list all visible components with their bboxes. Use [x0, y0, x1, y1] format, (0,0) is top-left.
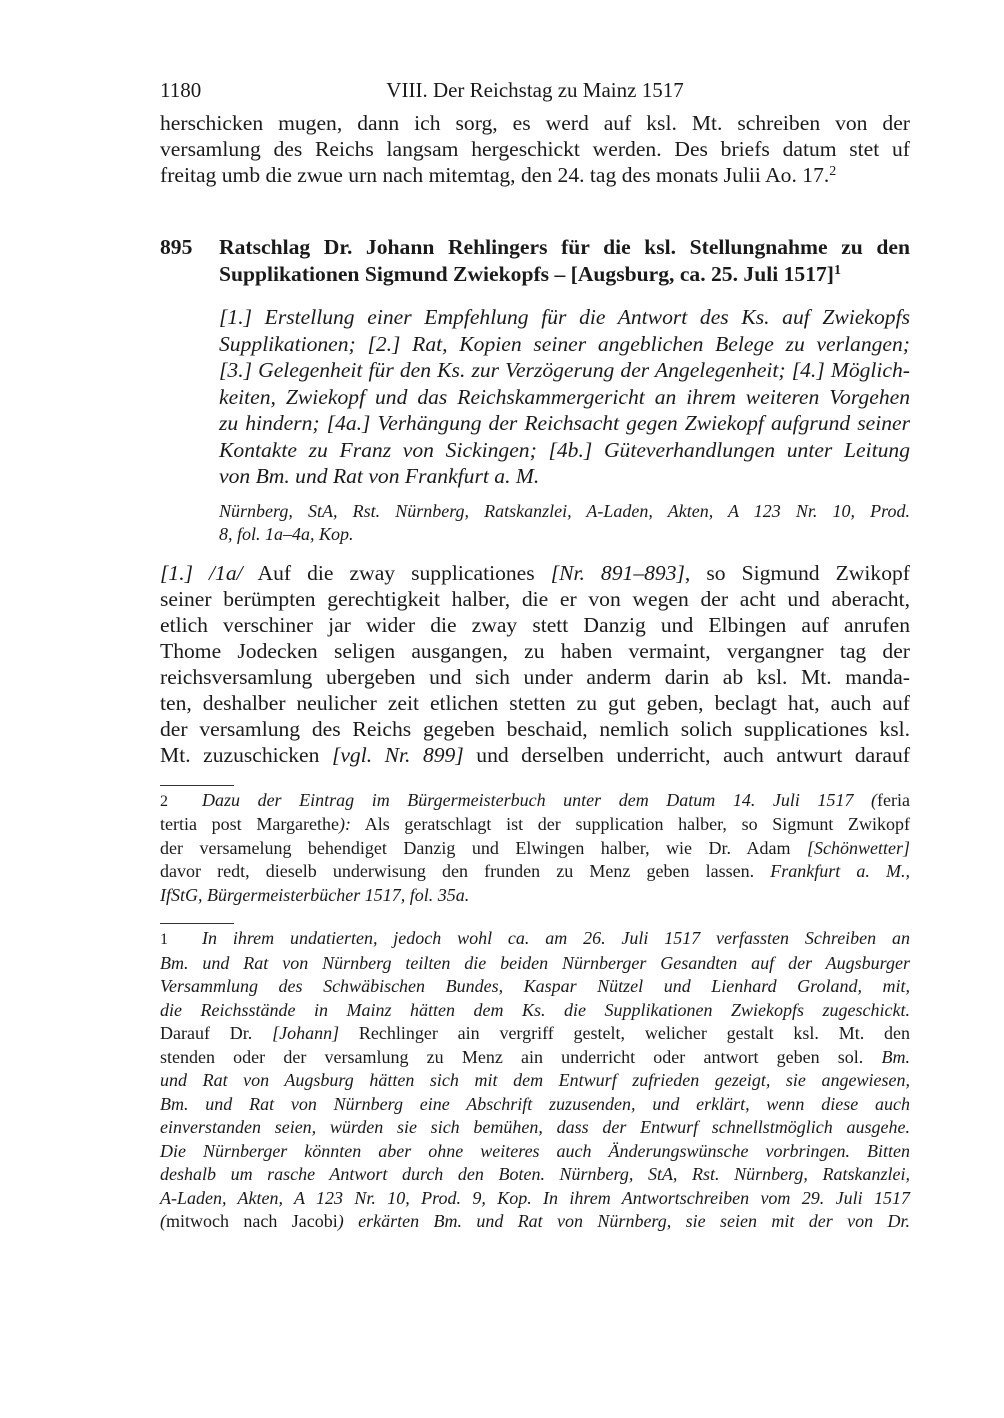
text-line: der versamlung des Reichs gegeben beschaid, nemlich solich supplicationes ksl. [160, 716, 910, 741]
title-line: Supplikationen Sigmund Zwiekopfs – [Augsburg, ca. 25. Juli 1517]$^1$ [219, 262, 841, 286]
document-number: 895 [160, 235, 193, 259]
text-line: versamlung des Reichs langsam hergeschickt werden. Des briefs datum stet uf [160, 137, 910, 161]
footnote-line: Die Nürnberger könnten aber ohne weiteres auch Änderungswünsche vorbringen. Bitten [160, 1140, 910, 1161]
source-line: 8, fol. 1a–4a, Kop. [219, 523, 354, 544]
footnote-1 [160, 923, 910, 1234]
footnote-line: 1 In ihrem undatierten, jedoch wohl ca. am 26. Juli 1517 verfassten Schreiben an [160, 927, 910, 952]
footnote-rule [160, 785, 234, 786]
intro-paragraph [160, 110, 910, 188]
footnote-line: A-Laden, Akten, A 123 Nr. 10, Prod. 9, Kop. In ihrem Antwortschreiben vom 29. Juli 1517 [160, 1187, 910, 1208]
regest-line: [1.] Erstellung einer Empfehlung für die Antwort des Ks. auf Zwiekopfs [219, 305, 910, 329]
archival-source [219, 500, 910, 546]
footnote-mark: 2 [160, 792, 168, 810]
regest-line: von Bm. und Rat von Frankfurt a. M. [219, 464, 540, 488]
regest-line: keiten, Zwiekopf und das Reichskammergericht an ihrem weiteren Vorgehen [219, 384, 910, 409]
text-line: ten, deshalber neulicher zeit etlichen stetten zu gut geben, beclagt hat, auch auf [160, 690, 910, 715]
regest-line: Kontakte zu Franz von Sickingen; [4b.] Güteverhandlungen unter Leitung [219, 437, 910, 462]
page-header [160, 78, 910, 108]
footnote-line: stenden oder der versamlung zu Menz ain underricht oder antwort geben sol. Bm. [160, 1046, 910, 1067]
footnote-line: deshalb um rasche Antwort durch den Boten. Nürnberg, StA, Rst. Nürnberg, Ratskanzlei, [160, 1164, 910, 1184]
footnote-line: die Reichsstände in Mainz hätten dem Ks. die Supplikationen Zwiekopfs zugeschickt. [160, 999, 910, 1020]
text-line: [1.] /1a/ Auf die zway supplicationes [Nr. 891–893], so Sigmund Zwikopf [160, 560, 910, 585]
document-page [160, 78, 910, 1234]
document-regest [219, 304, 910, 490]
text-line: herschicken mugen, dann ich sorg, es werd auf ksl. Mt. schreiben von der [160, 111, 910, 135]
footnote-line: davor redt, dieselb underwisung den frunden zu Menz geben lassen. Frankfurt a. M., [160, 861, 910, 881]
footnote-line: tertia post Margarethe): Als geratschlagt ist der supplication halber, so Sigmunt Zwikopf [160, 814, 911, 834]
regest-line: Supplikationen; [2.] Rat, Kopien seiner angeblichen Belege zu verlangen; [219, 331, 910, 356]
text-line: Thome Jodecken seligen ausgangen, zu haben vermaint, vergangner tag der [160, 638, 910, 663]
document-title [219, 234, 910, 288]
footnote-line: (mitwoch nach Jacobi) erkärten Bm. und Rat von Nürnberg, sie seien mit der von Dr. [160, 1211, 910, 1231]
footnote-ref[interactable]: 2 [829, 164, 837, 179]
footnote-line: Darauf Dr. [Johann] Rechlinger ain vergriff gestelt, welicher gestalt ksl. Mt. den [160, 1023, 911, 1043]
page-number: 1180 [160, 78, 202, 102]
text-line: seiner berümpten gerechtigkeit halber, die er von wegen der acht und aberacht, [160, 586, 910, 611]
title-line: Ratschlag Dr. Johann Rehlingers für die ksl. Stellungnahme zu den [219, 235, 910, 259]
footnote-line: der versamelung behendiget Danzig und Elwingen halber, wie Dr. Adam [Schönwetter] [160, 837, 910, 858]
text-line: etlich verschiner jar wider die zway stett Danzig und Elbingen auf anrufen [160, 612, 910, 637]
running-head: VIII. Der Reichstag zu Mainz 1517 [386, 78, 684, 102]
footnote-line: Versammlung des Schwäbischen Bundes, Kaspar Nützel und Lienhard Groland, mit, [160, 976, 910, 996]
main-text [160, 560, 910, 768]
footnote-line: einverstanden seien, würden sie sich bemühen, dass der Entwurf schnellstmöglich ausgehe. [160, 1117, 910, 1137]
footnote-line: Bm. und Rat von Nürnberg teilten die beiden Nürnberger Gesandten auf der Augsburger [160, 952, 910, 973]
footnote-rule [160, 923, 234, 924]
footnote-ref[interactable]: 1 [833, 263, 841, 278]
footnote-2 [160, 785, 910, 908]
regest-line: zu hindern; [4a.] Verhängung der Reichsacht gegen Zwiekopf aufgrund seiner [219, 411, 910, 435]
text-line: reichsversamlung ubergeben und sich under anderm darin ab ksl. Mt. manda- [160, 664, 910, 689]
footnote-line: Bm. und Rat von Nürnberg eine Abschrift zuzusenden, und erklärt, wenn diese auch [160, 1093, 910, 1114]
footnote-line: IfStG, Bürgermeisterbücher 1517, fol. 35a. [160, 884, 470, 905]
footnote-line: 2 Dazu der Eintrag im Bürgermeisterbuch unter dem Datum 14. Juli 1517 (feria [160, 789, 910, 814]
footnote-line: und Rat von Augsburg hätten sich mit dem Entwurf zufrieden gezeigt, sie angewiesen, [160, 1070, 910, 1090]
document-heading [160, 234, 910, 288]
text-line: Mt. zuzuschicken [vgl. Nr. 899] und derselben underricht, auch antwurt darauf [160, 742, 910, 767]
text-line: freitag umb die zwue urn nach mitemtag, den 24. tag des monats Julii Ao. 17.$^2$ [160, 163, 837, 187]
regest-line: [3.] Gelegenheit für den Ks. zur Verzögerung der Angelegenheit; [4.] Möglich- [219, 358, 910, 382]
footnote-mark: 1 [160, 931, 168, 948]
source-line: Nürnberg, StA, Rst. Nürnberg, Ratskanzlei, A-Laden, Akten, A 123 Nr. 10, Prod. [219, 500, 910, 521]
